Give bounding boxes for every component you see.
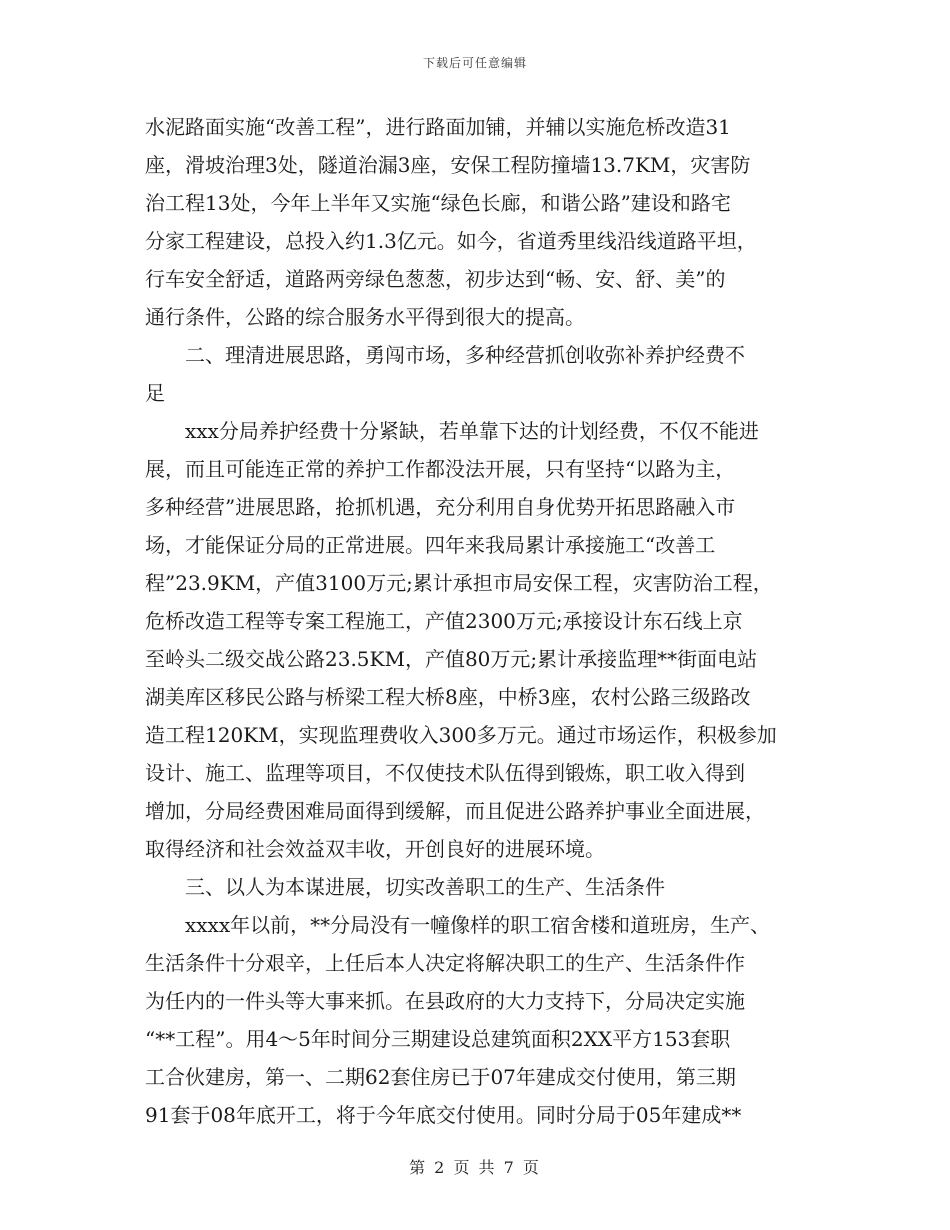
body-text-line: 足 — [145, 381, 165, 405]
body-text-line: 展，而且可能连正常的养护工作都没法开展，只有坚持“以路为主， — [145, 457, 736, 481]
body-text-line: 91套于08年底开工，将于今年底交付使用。同时分局于05年建成** — [145, 1103, 742, 1127]
body-text-line: 治工程13处，今年上半年又实施“绿色长廊，和谐公路”建设和路宅 — [145, 191, 731, 215]
body-text-line: xxx分局养护经费十分紧缺，若单靠下达的计划经费，不仅不能进 — [185, 419, 759, 443]
body-text-line: 行车安全舒适，道路两旁绿色葱葱，初步达到“畅、安、舒、美”的 — [145, 267, 726, 291]
body-text-line: 为任内的一件头等大事来抓。在县政府的大力支持下，分局决定实施 — [145, 989, 745, 1013]
body-text-line: 造工程120KM，实现监理费收入300多万元。通过市场运作，积极参加 — [145, 723, 777, 747]
body-text-line: “**工程”。用4～5年时间分三期建设总建筑面积2XX平方153套职 — [145, 1027, 731, 1051]
page-header: 下载后可任意编辑 — [422, 56, 527, 70]
body-text-line: 设计、施工、监理等项目，不仅使技术队伍得到锻炼，职工收入得到 — [145, 761, 745, 785]
body-text-line: 水泥路面实施“改善工程”，进行路面加铺，并辅以实施危桥改造31 — [145, 115, 731, 139]
body-text-line: 座，滑坡治理3处，隧道治漏3座，安保工程防撞墙13.7KM，灾害防 — [145, 153, 751, 177]
page-number-footer: 第 2 页 共 7 页 — [409, 1158, 541, 1177]
body-text-line: 三、以人为本谋进展，切实改善职工的生产、生活条件 — [185, 875, 665, 899]
body-text-line: 生活条件十分艰辛，上任后本人决定将解决职工的生产、生活条件作 — [145, 951, 745, 975]
body-text-line: 多种经营”进展思路，抢抓机遇，充分利用自身优势开拓思路融入市 — [145, 495, 736, 519]
body-text-line: 二、理清进展思路，勇闯市场，多种经营抓创收弥补养护经费不 — [185, 343, 745, 367]
body-text-line: 工合伙建房，第一、二期62套住房已于07年建成交付使用，第三期 — [145, 1065, 736, 1089]
body-text-line: 取得经济和社会效益双丰收，开创良好的进展环境。 — [145, 837, 605, 861]
body-text-line: 增加，分局经费困难局面得到缓解，而且促进公路养护事业全面进展， — [145, 799, 765, 823]
body-text-line: 场，才能保证分局的正常进展。四年来我局累计承接施工“改善工 — [145, 533, 716, 557]
body-text-line: xxxx年以前，**分局没有一幢像样的职工宿舍楼和道班房，生产、 — [185, 913, 771, 937]
body-text-line: 程”23.9KM，产值3100万元;累计承担市局安保工程，灾害防治工程， — [145, 571, 773, 595]
body-text-line: 通行条件，公路的综合服务水平得到很大的提高。 — [145, 305, 585, 329]
body-text-line: 分家工程建设，总投入约1.3亿元。如今，省道秀里线沿线道路平坦， — [145, 229, 757, 253]
document-body — [145, 108, 810, 1134]
body-text-line: 湖美库区移民公路与桥梁工程大桥8座，中桥3座，农村公路三级路改 — [145, 685, 751, 709]
body-text-line: 至岭头二级交战公路23.5KM，产值80万元;累计承接监理**街面电站 — [145, 647, 758, 671]
body-text-line: 危桥改造工程等专案工程施工，产值2300万元;承接设计东石线上京 — [145, 609, 743, 633]
